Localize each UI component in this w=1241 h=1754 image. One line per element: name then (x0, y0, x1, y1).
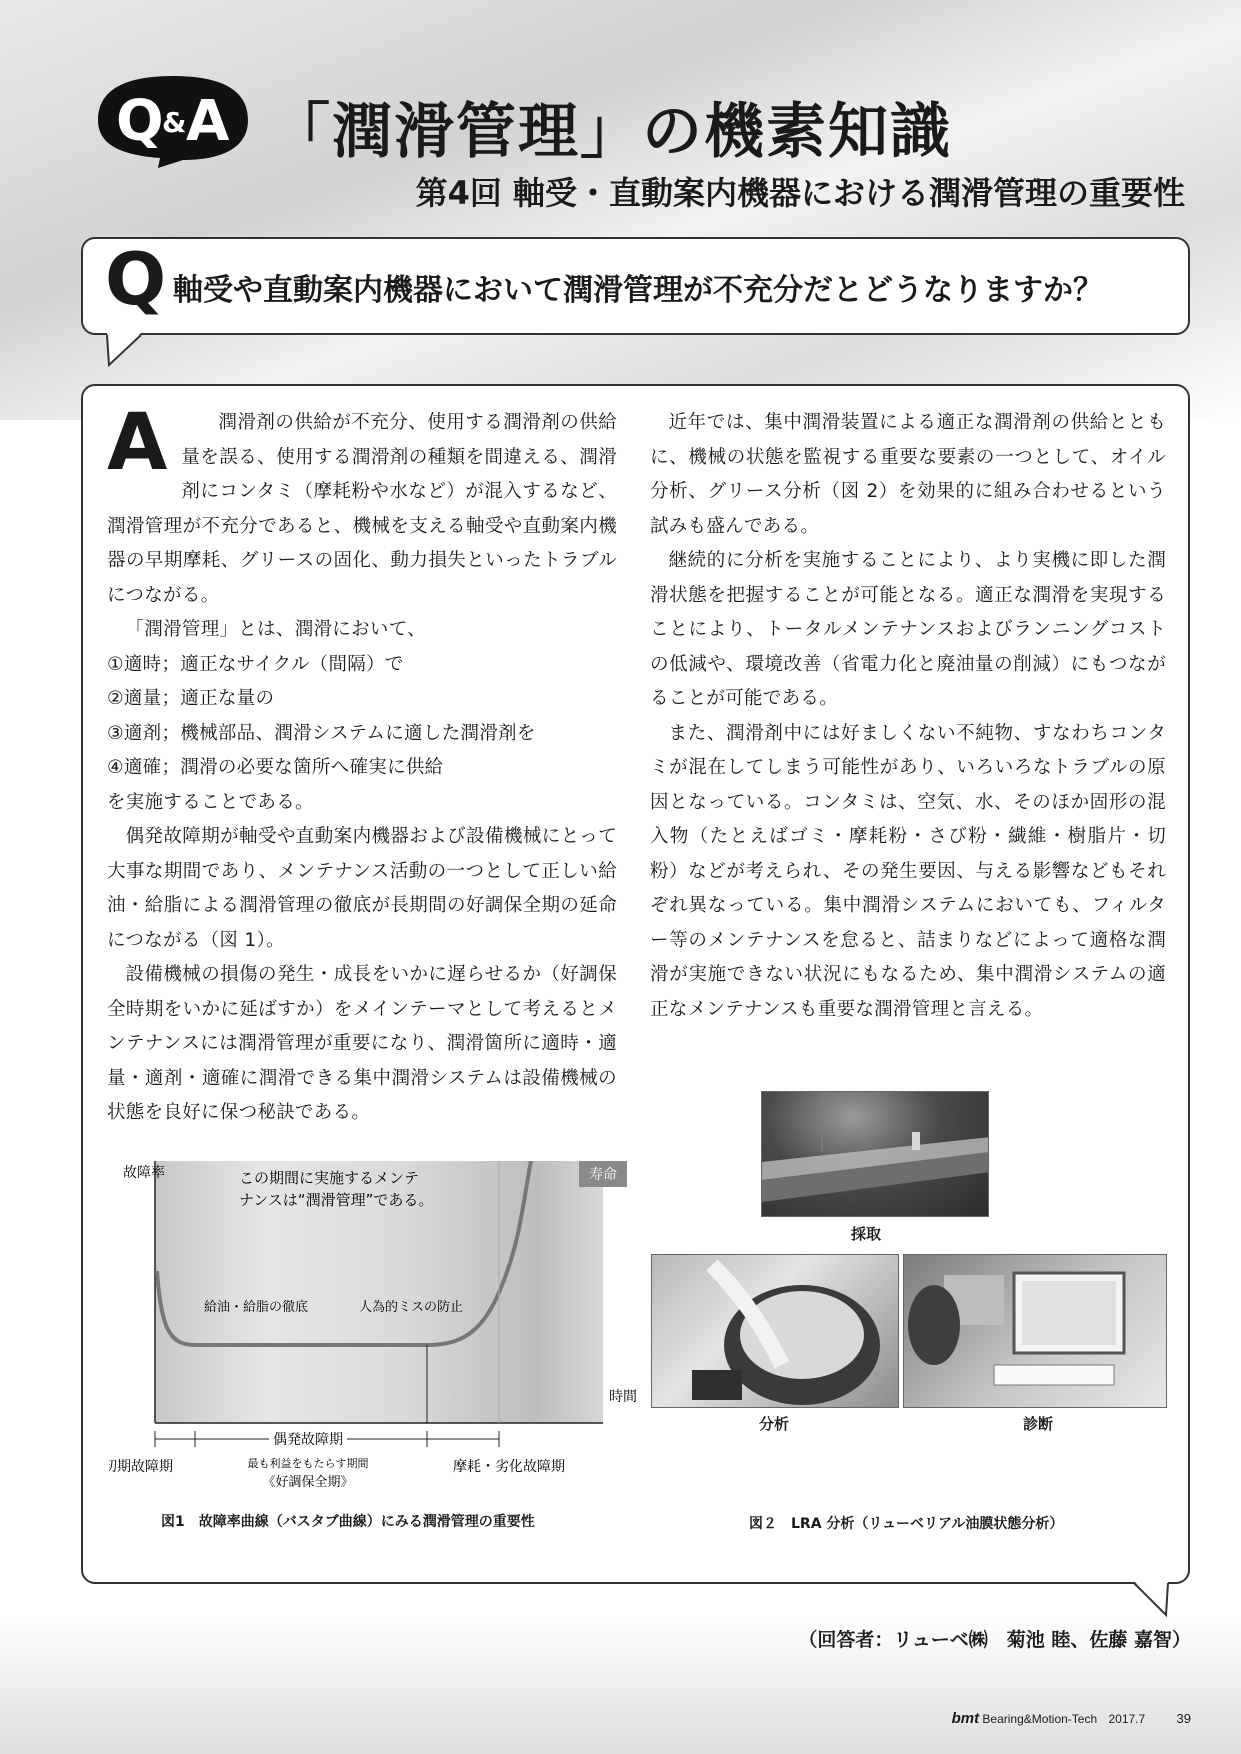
question-text: 軸受や直動案内機器において潤滑管理が不充分だとどうなりますか？ (173, 273, 1103, 308)
answer-letter: A (107, 398, 168, 488)
question-box (81, 237, 1190, 335)
figure2-lra-analysis (651, 1091, 1171, 1532)
figure1-period-wear: 摩耗・劣化故障期 (453, 1459, 565, 1475)
figure2-photo-analysis (651, 1254, 899, 1408)
badge-amp: & (162, 106, 187, 139)
badge-a: A (186, 89, 230, 154)
figure1-bathtub-curve (109, 1161, 659, 1531)
figure1-lifespan-label: 寿命 (589, 1167, 617, 1183)
figure1-y-label (123, 1165, 165, 1181)
figure2-label-diagnosis: 診断 (1023, 1415, 1054, 1433)
figure2-label-analysis: 分析 (759, 1415, 790, 1433)
footer-page-number: 39 (1176, 1711, 1191, 1726)
badge-q: Q (116, 89, 164, 154)
figure1-caption: 図1 故障率曲線（バスタブ曲線）にみる潤滑管理の重要性 (161, 1514, 535, 1530)
figure1-period-best: 最も利益をもたらす期間 (247, 1457, 369, 1470)
figure2-photo-sampling (761, 1091, 989, 1217)
answer-paragraph: を実施することである。 (107, 791, 314, 813)
answerer-credit: （回答者：リューベ㈱ 菊池 睦、佐藤 嘉智） (798, 1629, 1191, 1651)
answer-list-item: ②適量；適正な量の (107, 688, 275, 709)
figure1-callout-line2: ナンスは“潤滑管理”である。 (239, 1191, 434, 1209)
question-letter: Q (105, 237, 167, 321)
answer-paragraph: 継続的に分析を実施することにより、より実機に即した潤滑状態を把握することが可能となる。適正な潤滑を実現することにより、トータルメンテナンスおよびランニングコストの低減や、環境改善（省電力化と廃油量の削減）にもつながることが可能である。 (650, 550, 1166, 709)
answer-box (81, 384, 1190, 1584)
answer-list-item: ③適剤；機械部品、潤滑システムに適した潤滑剤を (107, 722, 536, 744)
footer-magazine: Bearing&Motion-Tech (982, 1712, 1098, 1726)
answer-paragraph: また、潤滑剤中には好ましくない不純物、すなわちコンタミが混在してしまう可能性があり、いろいろなトラブルの原因となっている。コンタミは、空気、水、そのほか固形の混入物（たとえばゴミ・摩耗粉・さび粉・繊維・樹脂片・切粉）などが考えられ、その発生要因、与える影響などもそれぞれ異なっている。集中潤滑システムにおいても、フィルター等のメンテナンスを怠ると、詰まりなどによって適格な潤滑が実施できない状況にもなるため、集中潤滑システムの適正なメンテナンスも重要な潤滑管理と言える。 (650, 722, 1166, 1020)
page-title: 「潤滑管理」の機素知識 (270, 97, 952, 167)
figure2-label-sampling: 採取 (851, 1225, 882, 1243)
answer-list-item: ①適時；適正なサイクル（間隔）で (107, 653, 404, 675)
answer-list-item: ④適確；潤滑の必要な箇所へ確実に供給 (107, 757, 444, 778)
answer-left-column (107, 398, 617, 1131)
figure1-y-label-text: 故障率 (123, 1165, 165, 1181)
page-subtitle: 第4回 軸受・直動案内機器における潤滑管理の重要性 (415, 174, 1185, 212)
footer-issue: 2017.7 (1108, 1712, 1146, 1726)
answer-right-column (650, 406, 1166, 1027)
qa-badge-icon (88, 70, 258, 170)
figure1-label-lube: 給油・給脂の徹底 (204, 1300, 309, 1315)
figure1-chart (109, 1161, 659, 1501)
figure2-photo-diagnosis (903, 1254, 1167, 1408)
answer-bubble-tail (1130, 1581, 1170, 1617)
figure1-period-random: 偶発故障期 (273, 1432, 343, 1448)
answer-paragraph: 設備機械の損傷の発生・成長をいかに遅らせるか（好調保全時期をいかに延ばすか）をメインテーマとして考えるとメンテナンスには潤滑管理が重要になり、潤滑箇所に適時・適量・適剤・適確に潤滑できる集中潤滑システムは設備機械の状態を良好に保つ秘訣である。 (107, 964, 617, 1123)
figure1-period-initial: 初期故障期 (109, 1459, 173, 1475)
footer-brand-logo: bmt (951, 1710, 980, 1727)
answer-paragraph: 偶発故障期が軸受や直動案内機器および設備機械にとって大事な期間であり、メンテナンス活動の一つとして正しい給油・給脂による潤滑管理の徹底が長期間の好調保全期の延命につながる（図 1）。 (107, 826, 617, 951)
figure1-label-human: 人為的ミスの防止 (359, 1300, 464, 1315)
answer-paragraph: 近年では、集中潤滑装置による適正な潤滑剤の供給とともに、機械の状態を監視する重要な要素の一つとして、オイル分析、グリース分析（図 2）を効果的に組み合わせるという試みも盛んである。 (650, 412, 1166, 537)
figure2-caption: 図２ LRA 分析（リューベリアル油膜状態分析） (749, 1516, 1064, 1532)
figure1-period-good: 《好調保全期》 (262, 1475, 354, 1490)
answer-paragraph: 「潤滑管理」とは、潤滑において、 (125, 619, 426, 640)
figure1-x-label: 時間 (609, 1389, 637, 1405)
question-bubble-tail (105, 333, 145, 367)
answer-paragraph: 潤滑剤の供給が不充分、使用する潤滑剤の供給量を誤る、使用する潤滑剤の種類を間違える、潤滑剤にコンタミ（摩耗粉や水など）が混入するなど、潤滑管理が不充分であると、機械を支える軸受や直動案内機器の早期摩耗、グリースの固化、動力損失といったトラブルにつながる。 (107, 412, 617, 606)
page-footer (952, 1710, 1191, 1727)
figure1-callout-line1: この期間に実施するメンテ (239, 1169, 420, 1187)
